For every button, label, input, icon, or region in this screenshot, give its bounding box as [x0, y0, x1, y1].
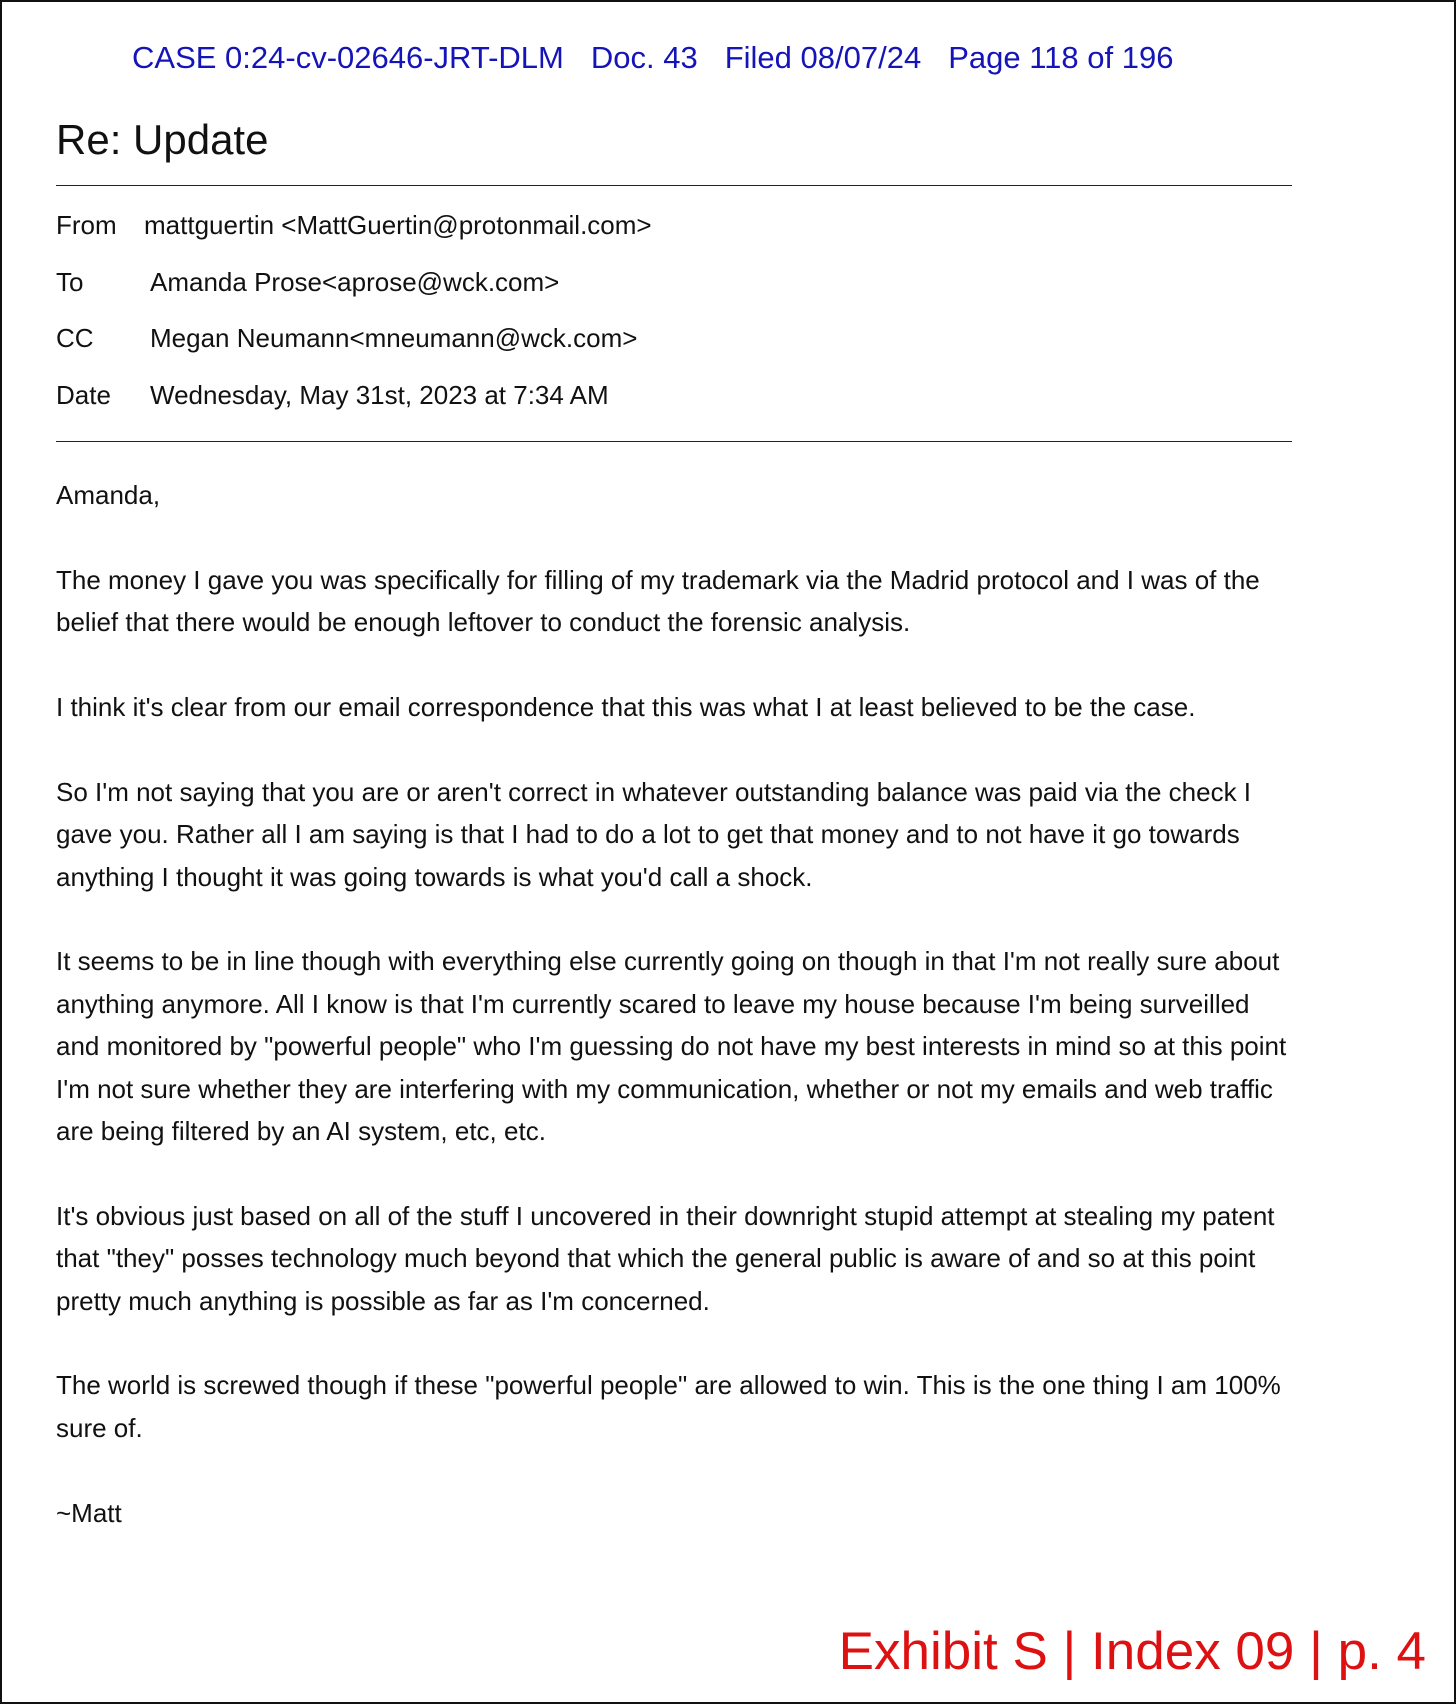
from-row	[56, 210, 652, 241]
from-label: From	[56, 210, 117, 240]
doc-number: Doc. 43	[590, 40, 698, 75]
email-body	[56, 474, 1296, 1576]
to-label: To	[56, 267, 84, 297]
body-paragraph: It seems to be in line though with everything else currently going on though in that I'm not really sure about anything anymore. All I know is that I'm currently scared to leave my house because I'm being surveilled and monitored by "powerful people" who I'm guessing do not have my best interests in mind so at this point I'm not sure whether they are interfering with my communication, whether or not my emails and web traffic are being filtered by an AI system, etc, etc.	[56, 946, 1287, 1147]
body-paragraph: The money I gave you was specifically for filling of my trademark via the Madrid protocol and I was of the belief that there would be enough leftover to conduct the forensic analysis.	[56, 564, 1260, 638]
email-subject: Re: Update	[56, 116, 269, 163]
header-divider-bottom	[56, 441, 1292, 442]
filed-date: Filed 08/07/24	[724, 40, 922, 75]
cc-label: CC	[56, 323, 94, 353]
to-value: Amanda Prose<aprose@wck.com>	[150, 267, 560, 297]
date-value: Wednesday, May 31st, 2023 at 7:34 AM	[150, 380, 609, 410]
body-paragraph: I think it's clear from our email correspondence that this was what I at least believed to be the case.	[56, 692, 1196, 722]
case-number: CASE 0:24-cv-02646-JRT-DLM	[132, 40, 564, 75]
from-value: mattguertin <MattGuertin@protonmail.com>	[144, 210, 652, 240]
body-paragraph: So I'm not saying that you are or aren't correct in whatever outstanding balance was paid via the check I gave you. Rather all I am saying is that I had to do a lot to get that money and to not have it go towards anything I thought it was going towards is what you'd call a shock.	[56, 776, 1252, 892]
date-row	[56, 380, 609, 411]
body-paragraph: The world is screwed though if these "powerful people" are allowed to win. This is the one thing I am 100% sure of.	[56, 1370, 1281, 1443]
to-row	[56, 267, 559, 298]
cc-value: Megan Neumann<mneumann@wck.com>	[150, 323, 638, 353]
body-paragraph: It's obvious just based on all of the stuff I uncovered in their downright stupid attempt at stealing my patent that "they" posses technology much beyond that which the general public is aware of and so at this point pretty much anything is possible as far as I'm concerned.	[56, 1200, 1275, 1316]
body-paragraph-greeting: Amanda,	[56, 480, 161, 510]
case-header	[2, 40, 1454, 76]
body-signature: ~Matt	[56, 1497, 122, 1528]
date-label: Date	[56, 380, 111, 410]
page-number: Page 118 of 196	[948, 40, 1174, 75]
exhibit-stamp: Exhibit S | Index 09 | p. 4	[838, 1622, 1426, 1681]
header-divider-top	[56, 185, 1292, 186]
cc-row	[56, 323, 637, 354]
